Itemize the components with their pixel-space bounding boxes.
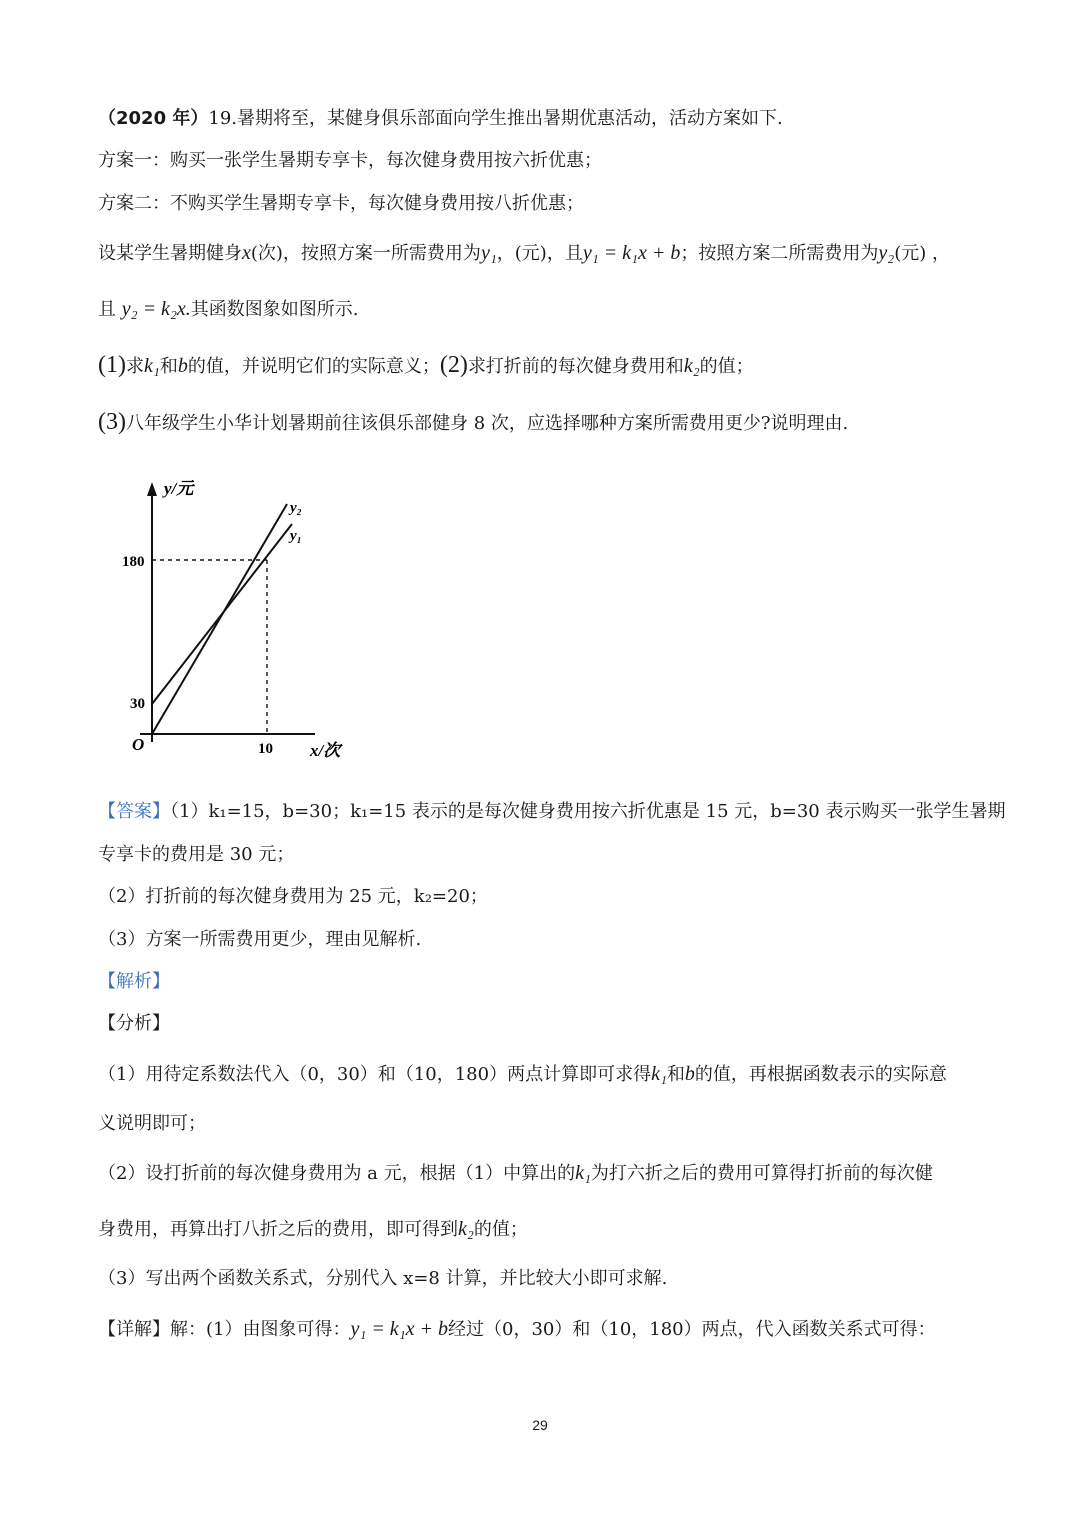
line-label-y1: y₁ [290,528,302,544]
y-tick-180: 180 [122,554,145,570]
equation-y2: y₂ = k₂x. [121,298,191,320]
x-axis-label: x/次 [310,741,341,760]
problem-intro: 19.暑期将至，某健身俱乐部面向学生推出暑期优惠活动，活动方案如下. [208,108,783,129]
answer-tag: 【答案】 [98,801,170,822]
problem-title-line [98,107,783,131]
answer-line-4: （3）方案一所需费用更少，理由见解析. [98,929,422,950]
y-tick-30: 30 [130,696,145,712]
analysis-step-1-cont: 义说明即可； [98,1113,206,1134]
line-label-y2: y₂ [290,500,302,516]
detail-line: 【详解】解：(1）由图象可得：y₁ = k₁x + b经过（0，30）和（10，180）两点，代入函数关系式可得： [98,1318,936,1340]
x-tick-10: 10 [258,741,273,757]
setup-line-2: 且 y₂ = k₂x.其函数图象如图所示. [98,298,359,320]
year-tag: （2020 年） [98,108,209,129]
question-3: (3)八年级学生小华计划暑期前往该俱乐部健身 8 次，应选择哪种方案所需费用更少?说明理由. [98,409,849,435]
analysis-step-2-cont: 身费用，再算出打八折之后的费用，即可得到k₂的值； [98,1218,528,1240]
var-y2: y₂ [878,242,895,264]
analysis-step-3: （3）写出两个函数关系式，分别代入 x=8 计算，并比较大小即可求解. [98,1268,668,1289]
setup-line-1: 设某学生暑期健身x(次)，按照方案一所需费用为y₁，(元)，且y₁ = k₁x + b；按照方案二所需费用为y₂(元) ， [98,242,950,264]
var-x: x [242,242,251,264]
detail-tag: 【详解】 [98,1319,170,1340]
answer-line-3: （2）打折前的每次健身费用为 25 元，k₂=20； [98,886,488,907]
equation-y1: y₁ = k₁x + b [582,242,681,264]
y-axis-label: y/元 [164,479,194,498]
questions-1-2: (1)求k₁和b的值，并说明它们的实际意义；(2)求打折前的每次健身费用和k₂的值； [98,352,754,378]
plan-one: 方案一：购买一张学生暑期专享卡，每次健身费用按六折优惠； [98,150,602,171]
analysis-step-2: （2）设打折前的每次健身费用为 a 元，根据（1）中算出的k₁为打六折之后的费用可算得打折前的每次健 [98,1162,933,1184]
answer-line-2: 专享卡的费用是 30 元； [98,844,295,865]
y-axis-arrow [147,482,157,496]
function-graph [100,470,370,770]
analysis-tag: 【解析】 [98,971,170,992]
origin-label: O [132,735,145,754]
answer-line-1: 【答案】（1）k₁=15，b=30；k₁=15 表示的是每次健身费用按六折优惠是 15 元，b=30 表示购买一张学生暑期 [98,801,1006,822]
plan-two: 方案二：不购买学生暑期专享卡，每次健身费用按八折优惠； [98,193,584,214]
analysis-step-1: （1）用待定系数法代入（0，30）和（10，180）两点计算即可求得k₁和b的值，再根据函数表示的实际意 [98,1063,947,1085]
page-number: 29 [532,1417,548,1433]
fenxi-tag: 【分析】 [98,1013,170,1034]
var-y1: y₁ [480,242,497,264]
